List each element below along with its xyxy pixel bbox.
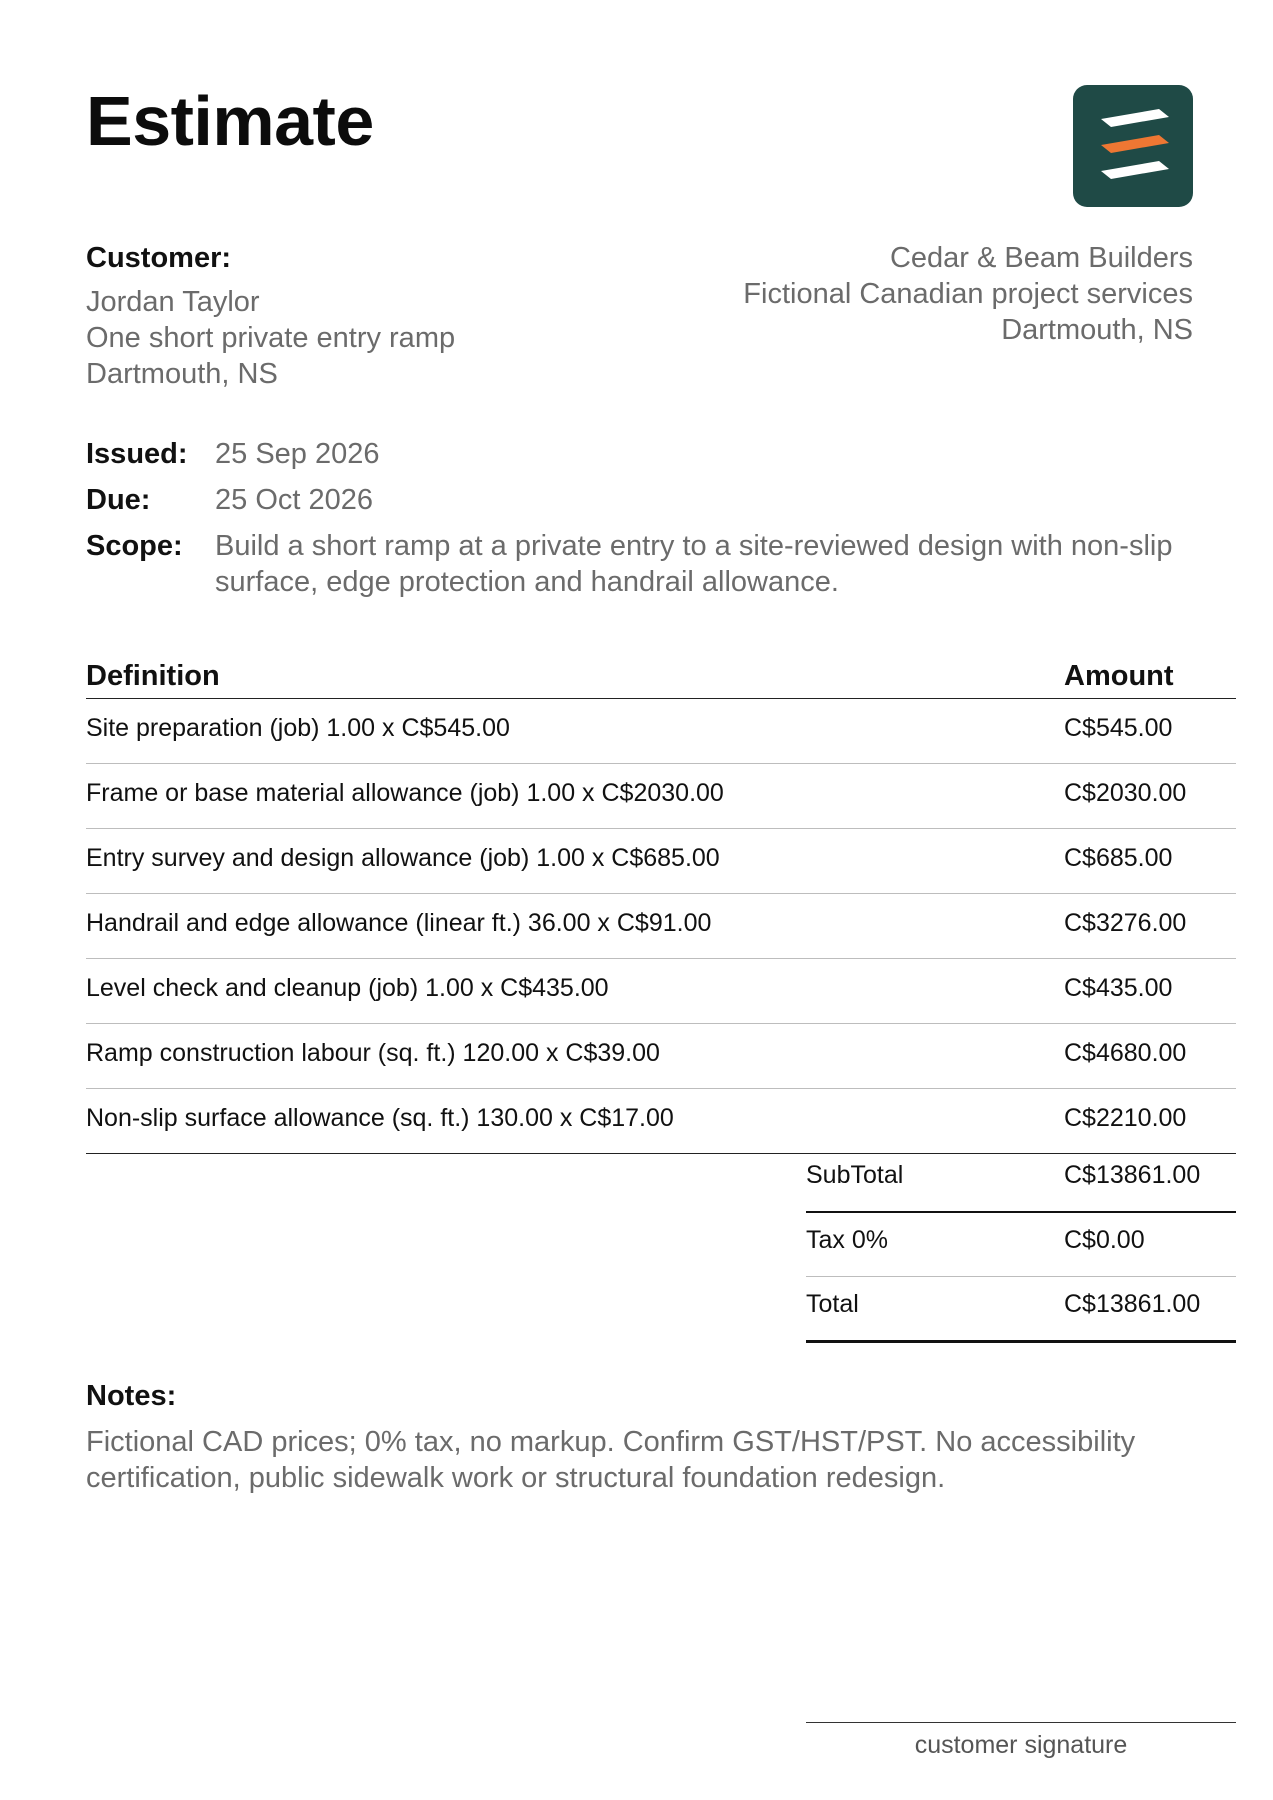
due-value: 25 Oct 2026 (215, 484, 373, 516)
row-definition: Frame or base material allowance (job) 1.00 x C$2030.00 (86, 779, 724, 807)
subtotal-value: C$13861.00 (1064, 1161, 1201, 1189)
total-label: Total (806, 1290, 859, 1318)
row-amount: C$2030.00 (1064, 779, 1187, 807)
company-details (743, 240, 1193, 348)
stacked-planks-logo-icon (1073, 85, 1193, 207)
line-items-table (86, 652, 1236, 1154)
total-value: C$13861.00 (1064, 1290, 1201, 1318)
table-row (86, 764, 1236, 829)
row-definition: Handrail and edge allowance (linear ft.) 36.00 x C$91.00 (86, 909, 712, 937)
document-title: Estimate (86, 82, 374, 160)
tax-row (806, 1213, 1236, 1277)
row-definition: Site preparation (job) 1.00 x C$545.00 (86, 714, 510, 742)
total-row (806, 1277, 1236, 1343)
row-amount: C$545.00 (1064, 714, 1173, 742)
tax-value: C$0.00 (1064, 1226, 1145, 1254)
amount-header: Amount (1064, 660, 1174, 692)
table-row (86, 829, 1236, 894)
row-amount: C$2210.00 (1064, 1104, 1187, 1132)
company-location: Dartmouth, NS (1001, 314, 1193, 346)
subtotal-row (806, 1148, 1236, 1213)
table-row (86, 894, 1236, 959)
issued-value: 25 Sep 2026 (215, 438, 380, 470)
customer-project: One short private entry ramp (86, 322, 456, 354)
signature-label: customer signature (914, 1731, 1128, 1759)
company-tagline: Fictional Canadian project services (743, 278, 1193, 310)
company-name: Cedar & Beam Builders (889, 242, 1193, 274)
subtotal-label: SubTotal (806, 1161, 904, 1189)
customer-details (86, 284, 455, 392)
row-amount: C$3276.00 (1064, 909, 1187, 937)
table-row (86, 1089, 1236, 1154)
signature-line (806, 1722, 1236, 1723)
notes-label: Notes: (86, 1380, 177, 1412)
row-amount: C$4680.00 (1064, 1039, 1187, 1067)
scope-value: Build a short ramp at a private entry to a site-reviewed design with non-slip surface, edge protection and handrail allowance. (215, 530, 1173, 598)
issued-label: Issued: (86, 438, 188, 470)
table-row (86, 699, 1236, 764)
row-definition: Entry survey and design allowance (job) 1.00 x C$685.00 (86, 844, 720, 872)
company-logo-icon (1073, 85, 1193, 207)
table-row (86, 959, 1236, 1024)
due-label: Due: (86, 484, 151, 516)
row-definition: Ramp construction labour (sq. ft.) 120.00 x C$39.00 (86, 1039, 660, 1067)
row-amount: C$435.00 (1064, 974, 1173, 1002)
tax-label: Tax 0% (806, 1226, 888, 1254)
row-definition: Non-slip surface allowance (sq. ft.) 130.00 x C$17.00 (86, 1104, 674, 1132)
row-amount: C$685.00 (1064, 844, 1173, 872)
table-row (86, 1024, 1236, 1089)
customer-label: Customer: (86, 242, 232, 274)
customer-location: Dartmouth, NS (86, 358, 278, 390)
row-definition: Level check and cleanup (job) 1.00 x C$435.00 (86, 974, 609, 1002)
customer-name: Jordan Taylor (86, 286, 260, 318)
scope-label: Scope: (86, 530, 183, 562)
notes-text: Fictional CAD prices; 0% tax, no markup. Confirm GST/HST/PST. No accessibility certification, public sidewalk work or structural foundation redesign. (86, 1426, 1136, 1494)
definition-header: Definition (86, 660, 220, 692)
totals-block (806, 1148, 1236, 1343)
table-header (86, 652, 1236, 699)
